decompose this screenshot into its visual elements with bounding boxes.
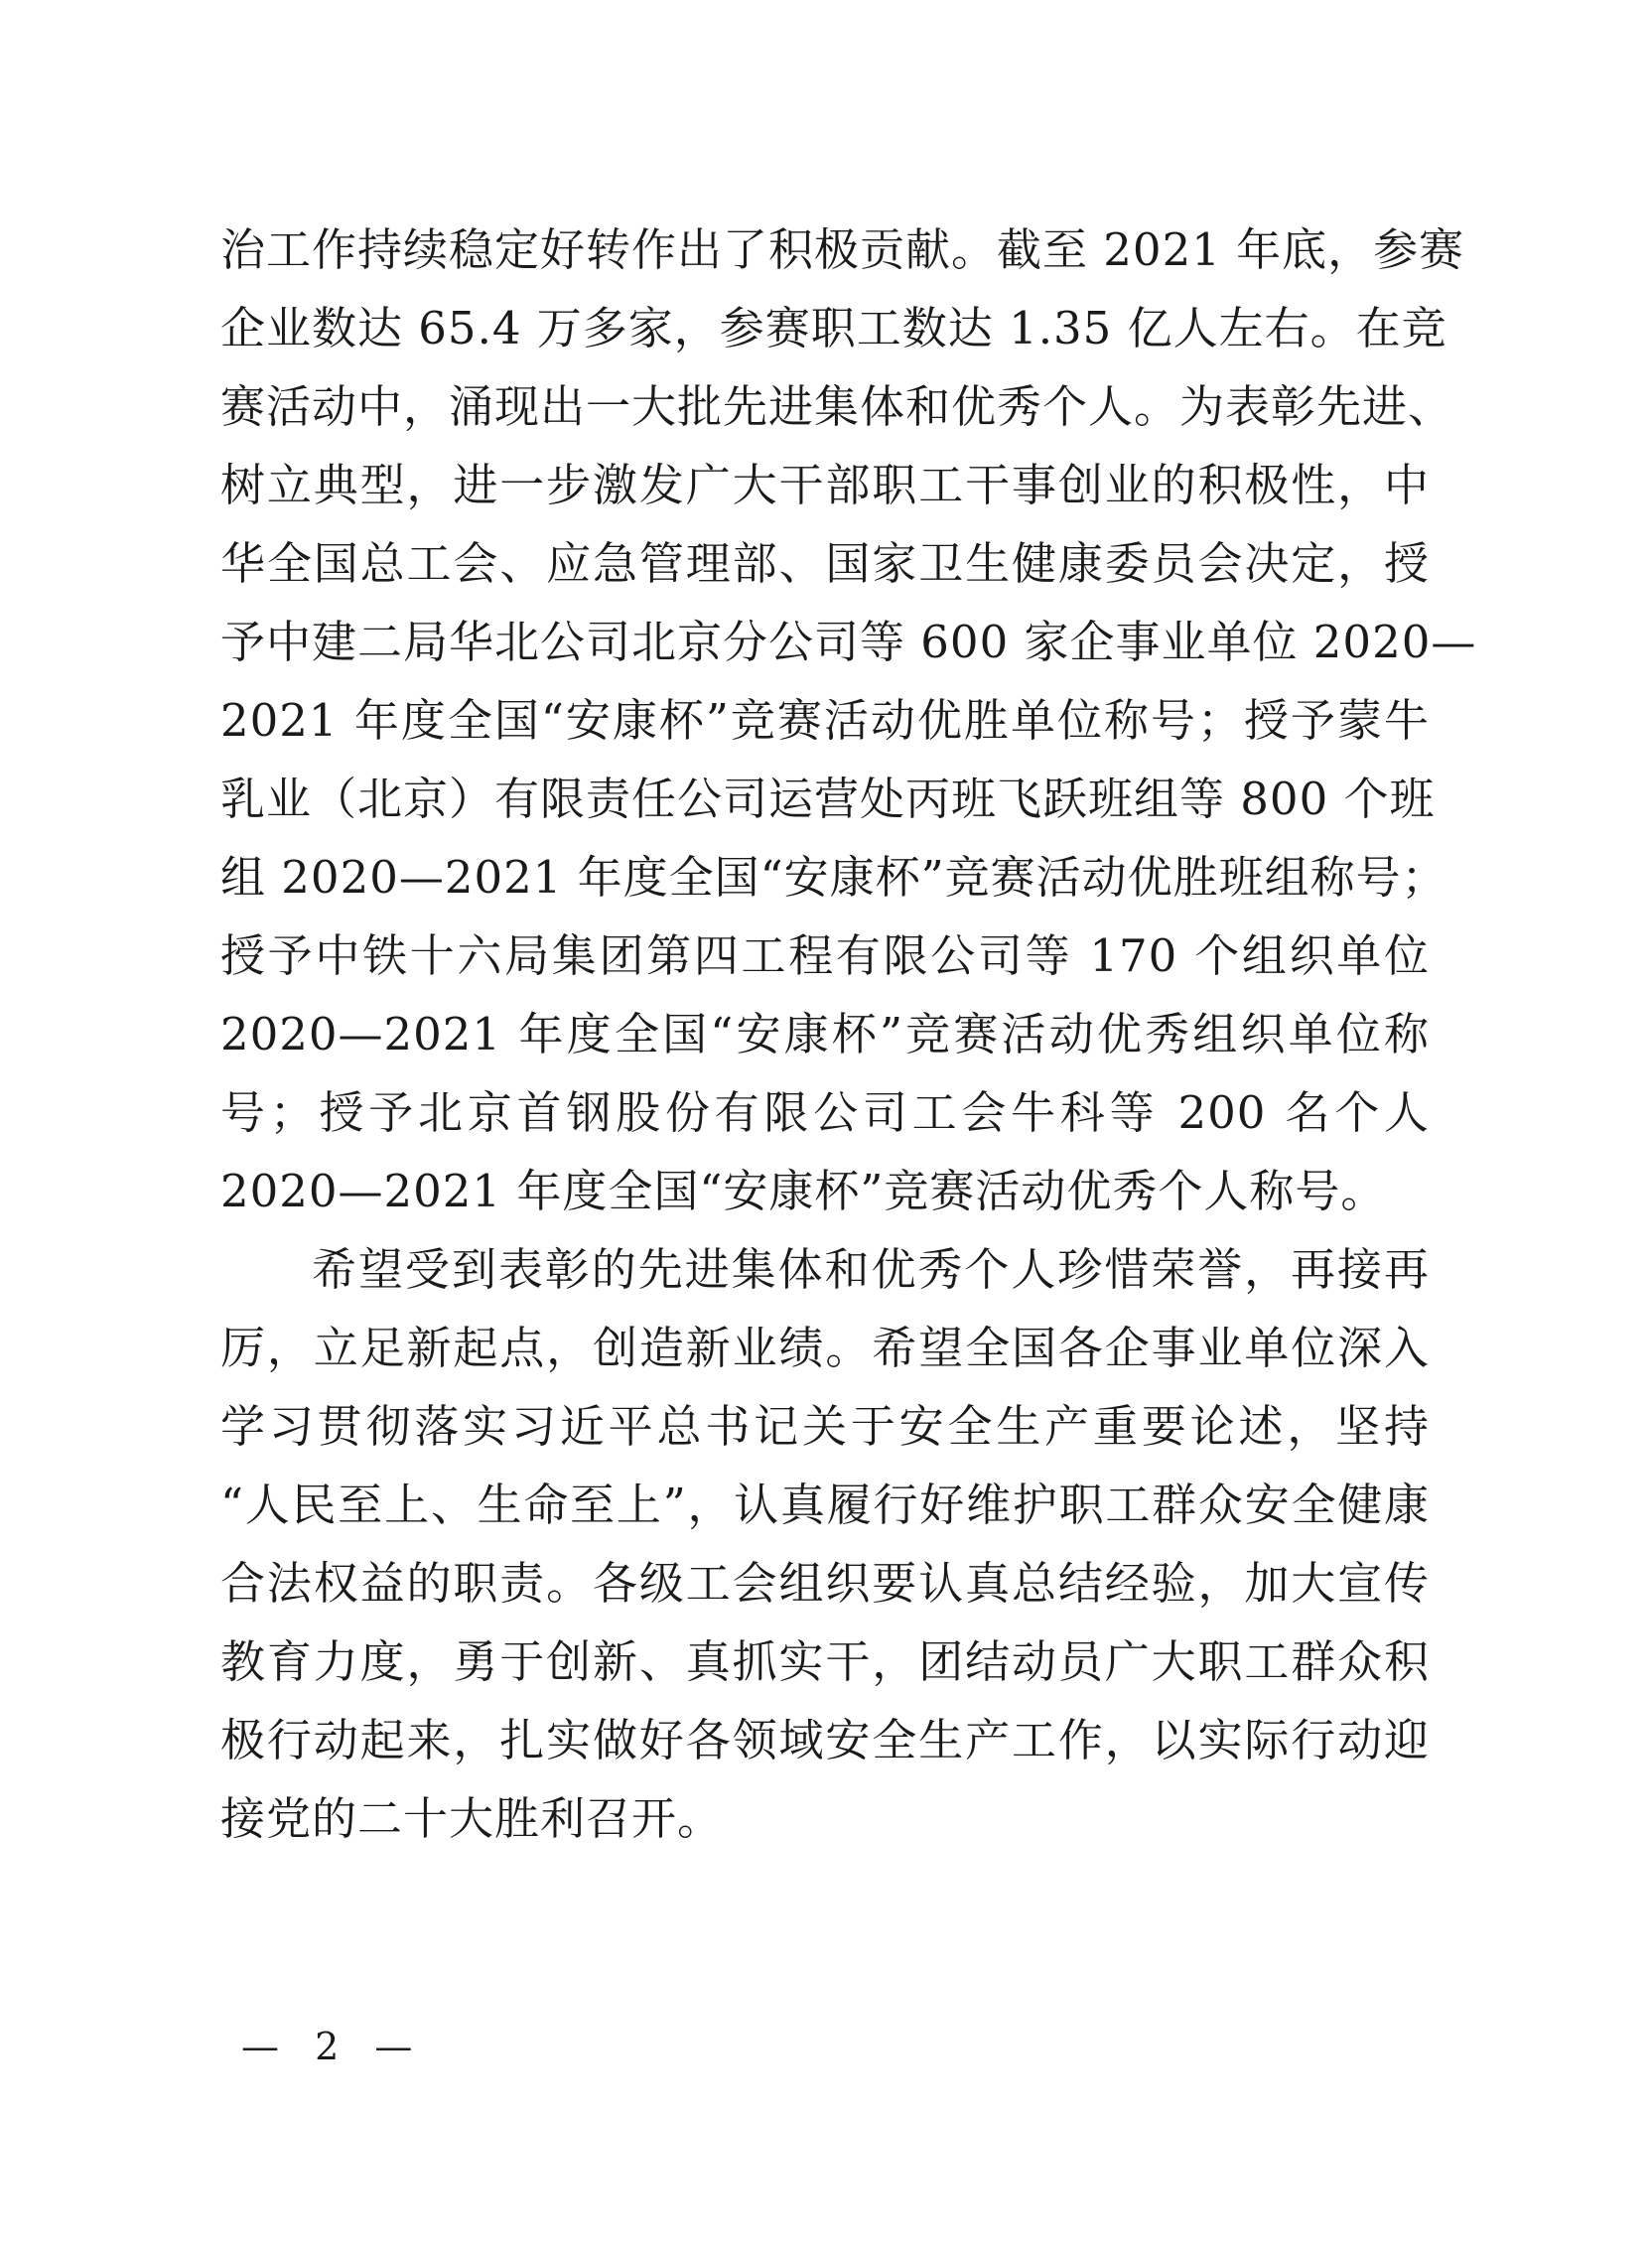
text-line: 组 2020—2021 年度全国“安康杯”竞赛活动优胜班组称号； [220, 851, 1447, 904]
text-line: 希望受到表彰的先进集体和优秀个人珍惜荣誉，再接再 [312, 1243, 1430, 1296]
text-line: 2020—2021 年度全国“安康杯”竞赛活动优秀组织单位称 [220, 1008, 1430, 1060]
text-line: 授予中铁十六局集团第四工程有限公司等 170 个组织单位 [220, 929, 1430, 982]
document-body [220, 211, 1477, 1858]
text-line: 厉，立足新起点，创造新业绩。希望全国各企事业单位深入 [220, 1322, 1430, 1374]
page-number: — 2 — [241, 2025, 417, 2068]
text-line: 企业数达 65.4 万多家，参赛职工数达 1.35 亿人左右。在竞 [220, 302, 1447, 354]
text-line: “人民至上、生命至上”，认真履行好维护职工群众安全健康 [220, 1479, 1430, 1531]
text-line: 治工作持续稳定好转作出了积极贡献。截至 2021 年底，参赛 [220, 223, 1465, 276]
text-line: 树立典型，进一步激发广大干部职工干事创业的积极性，中 [220, 459, 1430, 511]
text-line: 予中建二局华北公司北京分公司等 600 家企事业单位 2020— [220, 616, 1477, 668]
text-line: 赛活动中，涌现出一大批先进集体和优秀个人。为表彰先进、 [220, 380, 1454, 433]
text-line: 教育力度，勇于创新、真抓实干，团结动员广大职工群众积 [220, 1635, 1430, 1688]
text-line: 极行动起来，扎实做好各领域安全生产工作，以实际行动迎 [220, 1714, 1430, 1766]
text-line: 华全国总工会、应急管理部、国家卫生健康委员会决定，授 [220, 537, 1430, 590]
text-line: 号；授予北京首钢股份有限公司工会牛科等 200 名个人 [220, 1086, 1430, 1139]
text-line: 学习贯彻落实习近平总书记关于安全生产重要论述，坚持 [220, 1400, 1430, 1453]
text-line: 乳业（北京）有限责任公司运营处丙班飞跃班组等 800 个班 [220, 773, 1436, 825]
text-line: 2020—2021 年度全国“安康杯”竞赛活动优秀个人称号。 [220, 1165, 1387, 1217]
text-line: 2021 年度全国“安康杯”竞赛活动优胜单位称号；授予蒙牛 [220, 694, 1430, 747]
text-line: 接党的二十大胜利召开。 [220, 1792, 724, 1845]
text-line: 合法权益的职责。各级工会组织要认真总结经验，加大宣传 [220, 1557, 1430, 1610]
